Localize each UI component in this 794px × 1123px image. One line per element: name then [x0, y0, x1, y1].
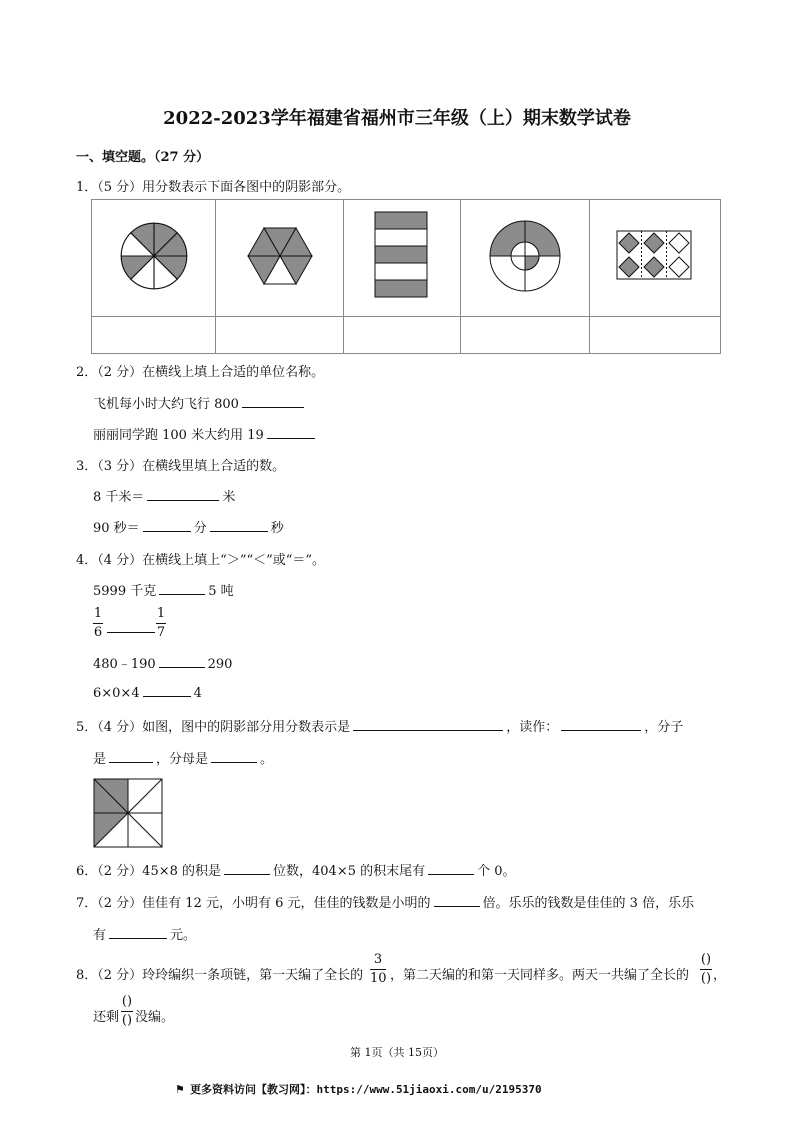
q7-line-2-b: 元。	[170, 928, 197, 943]
figure-ring	[461, 200, 590, 317]
answer-blank[interactable]	[107, 632, 155, 633]
fraction-denominator: ()	[121, 1013, 133, 1028]
q5-square-figure	[93, 778, 163, 848]
answer-blank[interactable]	[242, 395, 304, 408]
answer-blank[interactable]	[267, 426, 315, 439]
q3-unit-meter: 米	[222, 490, 236, 505]
q8-line-2-a: 还剩	[93, 1010, 120, 1025]
q2-line-1-text: 飞机每小时大约飞行 800	[93, 397, 239, 412]
question-1: 1．（5 分）用分数表示下面各图中的阴影部分。	[76, 180, 351, 195]
fraction-numerator: 3	[373, 952, 383, 967]
q4-line-3	[93, 653, 232, 672]
flag-icon: ⚑	[175, 1083, 185, 1096]
question-8-part-a: 8．（2 分）玲玲编织一条项链，第一天编了全长的	[76, 968, 364, 983]
answer-blank[interactable]	[224, 862, 270, 875]
footer-link-row	[175, 1078, 542, 1097]
fraction-denominator: 10	[370, 971, 387, 986]
answer-cell-3[interactable]	[344, 317, 461, 354]
fraction-numerator: 1	[93, 606, 103, 621]
q5-text-a: 5．（4 分）如图，图中的阴影部分用分数表示是	[76, 720, 351, 735]
answer-blank[interactable]	[159, 655, 205, 668]
answer-blank[interactable]	[211, 750, 257, 763]
q4-line-4-end: 4	[193, 686, 202, 701]
q5-line-2-a: 是	[93, 752, 107, 767]
question-5	[76, 716, 683, 735]
q4-line-4	[93, 684, 202, 701]
q3-unit-minute: 分	[193, 521, 207, 536]
answer-blank[interactable]	[353, 718, 503, 731]
figure-diamonds	[590, 200, 721, 317]
question-8-part-c: ，	[713, 968, 727, 983]
q4-line-3-end: 290	[207, 657, 233, 672]
q7-line-2	[93, 924, 196, 943]
fraction-numerator: ()	[700, 952, 712, 967]
answer-blank[interactable]	[109, 926, 167, 939]
section-heading: 一、填空题。（27 分）	[76, 150, 210, 165]
answer-cell-1[interactable]	[92, 317, 216, 354]
q6-text-a: 6．（2 分）45×8 的积是	[76, 864, 222, 879]
q8-fraction-blank-1[interactable]	[700, 952, 712, 987]
question-8-part-b: ，第二天编的和第一天同样多。两天一共编了全长的	[390, 968, 690, 983]
q3-line-2-text: 90 秒＝	[93, 521, 140, 536]
fraction-denominator: 7	[156, 625, 166, 640]
q2-line-2-text: 丽丽同学跑 100 米大约用 19	[93, 428, 264, 443]
q4-fraction-1-7	[156, 606, 166, 641]
figure-circle-eighths	[92, 200, 216, 317]
answer-blank[interactable]	[147, 488, 219, 501]
figure-stripes	[344, 200, 461, 317]
q3-unit-second: 秒	[270, 521, 284, 536]
answer-blank[interactable]	[561, 718, 641, 731]
answer-cell-5[interactable]	[590, 317, 721, 354]
answer-cell-4[interactable]	[461, 317, 590, 354]
q6-text-c: 个 0。	[477, 864, 516, 879]
answer-blank[interactable]	[143, 519, 191, 532]
fraction-denominator: ()	[700, 971, 712, 986]
fraction-denominator: 6	[93, 625, 103, 640]
q4-line-4-text: 6×0×4	[93, 686, 140, 701]
q8-fraction-3-10	[370, 952, 386, 987]
q3-line-1-text: 8 千米＝	[93, 490, 145, 505]
fraction-numerator: 1	[156, 606, 166, 621]
q4-line-1	[93, 580, 234, 599]
answer-blank[interactable]	[143, 684, 191, 697]
page-number: 第 1页（共 15页）	[350, 1046, 444, 1059]
q5-text-b: ，读作：	[506, 720, 559, 735]
q7-text-a: 7．（2 分）佳佳有 12 元，小明有 6 元，佳佳的钱数是小明的	[76, 896, 431, 911]
answer-blank[interactable]	[210, 519, 268, 532]
question-3: 3．（3 分）在横线里填上合适的数。	[76, 459, 286, 474]
answer-cell-2[interactable]	[216, 317, 344, 354]
question-4: 4．（4 分）在横线上填上“＞”“＜”或“＝”。	[76, 553, 326, 568]
q7-text-b: 倍。乐乐的钱数是佳佳的 3 倍，乐乐	[482, 896, 695, 911]
figure-table	[91, 199, 721, 354]
q4-line-1-end: 5 吨	[208, 584, 234, 599]
q8-line-2-b: 没编。	[135, 1010, 175, 1025]
q6-text-b: 位数，404×5 的积末尾有	[273, 864, 426, 879]
figure-hexagon	[216, 200, 344, 317]
question-6	[76, 860, 516, 879]
page-title: 2022-2023学年福建省福州市三年级（上）期末数学试卷	[163, 108, 631, 129]
q5-line-2-c: 。	[260, 752, 274, 767]
question-7	[76, 892, 694, 911]
answer-blank[interactable]	[434, 894, 480, 907]
q5-line-2	[93, 748, 273, 767]
fraction-numerator: ()	[121, 994, 133, 1009]
q7-line-2-a: 有	[93, 928, 107, 943]
question-2: 2．（2 分）在横线上填上合适的单位名称。	[76, 365, 325, 380]
footer-link[interactable]: 更多资料访问【教习网】：https://www.51jiaoxi.com/u/2195370	[189, 1083, 542, 1096]
q5-line-2-b: ，分母是	[156, 752, 209, 767]
q4-fraction-1-6	[93, 606, 103, 641]
q2-line-1	[93, 393, 307, 412]
q2-line-2	[93, 424, 318, 443]
q3-line-1	[93, 486, 235, 505]
answer-blank[interactable]	[428, 862, 474, 875]
q5-text-c: ，分子	[644, 720, 684, 735]
q4-line-1-text: 5999 千克	[93, 584, 157, 599]
q4-line-3-text: 480﹣190	[93, 657, 156, 672]
q8-fraction-blank-2[interactable]	[121, 994, 133, 1029]
answer-blank[interactable]	[109, 750, 153, 763]
answer-blank[interactable]	[159, 582, 205, 595]
q3-line-2	[93, 517, 284, 536]
